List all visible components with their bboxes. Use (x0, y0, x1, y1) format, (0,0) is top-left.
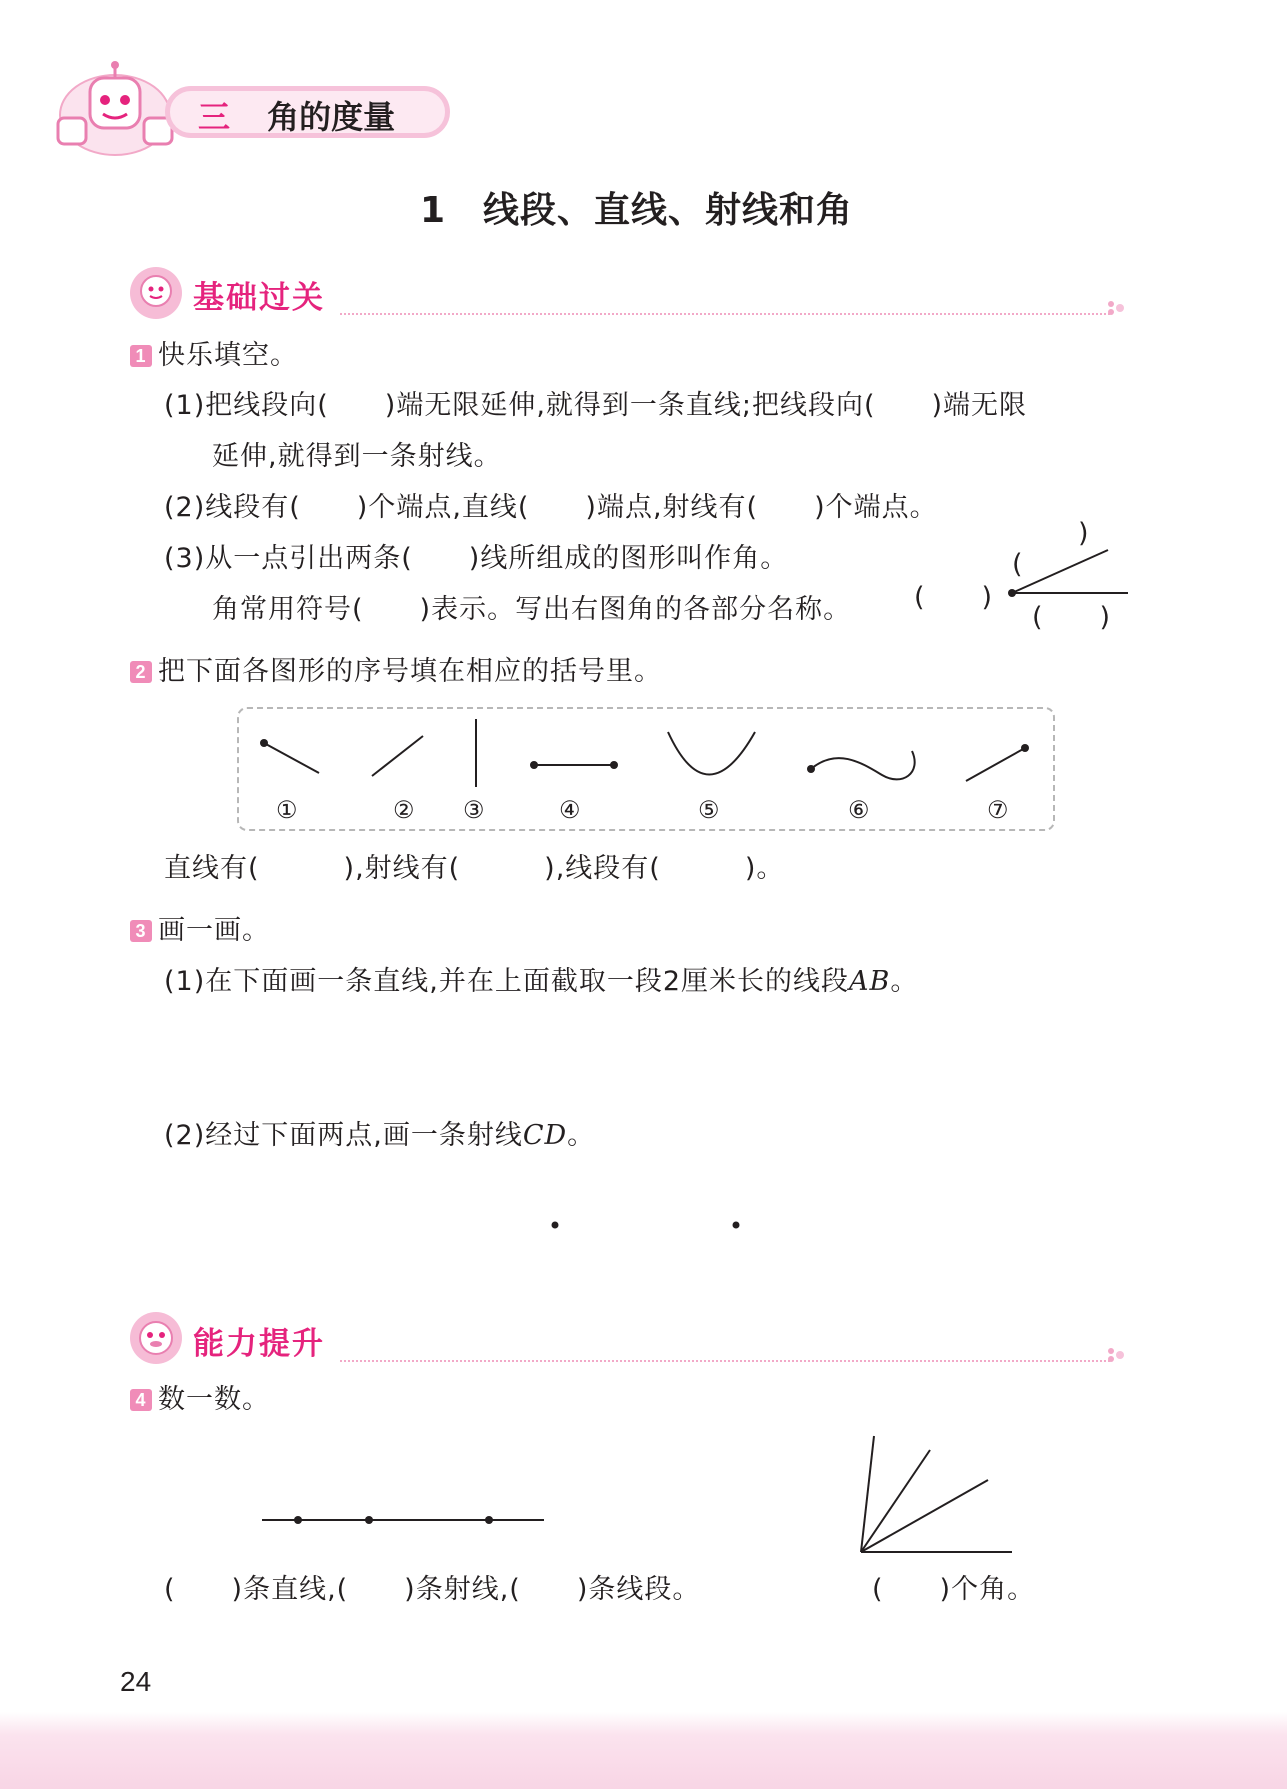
figure-4-segment (530, 761, 618, 769)
divider-end-dots-icon (1106, 300, 1128, 316)
lesson-title: 1 线段、直线、射线和角 (420, 190, 854, 231)
q2-heading (130, 656, 662, 688)
chapter-title: 角的度量 (267, 98, 396, 136)
q1-number: 1 (130, 345, 152, 367)
q4-line-figure (260, 1510, 550, 1530)
q4-heading (130, 1384, 270, 1416)
q1-line1: (1)把线段向( )端无限延伸,就得到一条直线;把线段向( )端无限 (164, 390, 1028, 421)
line-point-1 (294, 1516, 302, 1524)
q2-figures (237, 707, 1055, 831)
section-advanced-divider (340, 1360, 1110, 1362)
q3-line2 (164, 1120, 595, 1152)
q3-line1-var: AB (849, 966, 891, 997)
q3-title: 画一画。 (158, 915, 270, 946)
figure-label-7: ⑦ (987, 796, 1009, 824)
figure-1-ray (260, 739, 319, 773)
figure-label-3: ③ (463, 796, 485, 824)
chapter-number: 三 (198, 98, 231, 136)
q1-line1b: 延伸,就得到一条射线。 (212, 441, 502, 472)
q4-title: 数一数。 (158, 1384, 270, 1415)
section-basic-title: 基础过关 (193, 280, 325, 316)
divider-end-dots-icon (1106, 1347, 1128, 1363)
section-advanced-icon (128, 1310, 184, 1366)
chapter-banner (40, 60, 460, 160)
q2-answer: 直线有( ),射线有( ),线段有( )。 (164, 853, 785, 884)
figure-2-line (372, 736, 423, 776)
q3-line2-var: CD (522, 1120, 568, 1151)
q1-line3: (3)从一点引出两条( )线所组成的图形叫作角。 (164, 543, 789, 574)
q1-line2: (2)线段有( )个端点,直线( )端点,射线有( )个端点。 (164, 492, 938, 523)
q3-points (540, 1215, 760, 1235)
page-number: 24 (120, 1666, 152, 1697)
section-basic-icon (128, 265, 184, 321)
figure-label-1: ① (276, 796, 298, 824)
q4-answer-left: ( )条直线,( )条射线,( )条线段。 (164, 1574, 701, 1605)
angle-ray-upper (1012, 550, 1108, 593)
q3-line1 (164, 966, 918, 998)
q2-title: 把下面各图形的序号填在相应的括号里。 (158, 656, 662, 687)
q4-answer-right: ( )个角。 (872, 1574, 1036, 1605)
q2-number: 2 (130, 661, 152, 683)
q3-line1-text: (1)在下面画一条直线,并在上面截取一段2厘米长的线段 (164, 966, 850, 997)
q4-number: 4 (130, 1389, 152, 1411)
angle-vertex (1008, 589, 1016, 597)
figure-7-ray (966, 744, 1029, 781)
angle-blank-left: ( (1012, 549, 1024, 580)
bottom-band (0, 1712, 1287, 1789)
figure-label-6: ⑥ (848, 796, 870, 824)
angle-blank-top: ) (1078, 518, 1090, 549)
point-c (552, 1222, 559, 1229)
figure-label-5: ⑤ (698, 796, 720, 824)
figure-label-2: ② (393, 796, 415, 824)
angle-blank-bottom: ( ) (1032, 602, 1112, 633)
line-point-3 (485, 1516, 493, 1524)
q3-number: 3 (130, 920, 152, 942)
q1-title: 快乐填空。 (158, 340, 298, 371)
angle-blank-vertex: ( ) (914, 582, 994, 613)
section-advanced-title: 能力提升 (193, 1326, 325, 1362)
section-basic-divider (340, 313, 1110, 315)
figure-5-curve (668, 732, 755, 775)
q1-line3b: 角常用符号( )表示。写出右图角的各部分名称。 (212, 594, 852, 625)
line-point-2 (365, 1516, 373, 1524)
q3-line1-end: 。 (890, 966, 919, 997)
q3-line2-text: (2)经过下面两点,画一条射线 (164, 1120, 523, 1151)
figure-label-4: ④ (559, 796, 581, 824)
q4-angle-figure (850, 1430, 1020, 1560)
point-d (733, 1222, 740, 1229)
figure-6-wave (807, 751, 915, 779)
q3-line2-end: 。 (567, 1120, 596, 1151)
q3-heading (130, 915, 270, 947)
q1-heading (130, 340, 298, 372)
